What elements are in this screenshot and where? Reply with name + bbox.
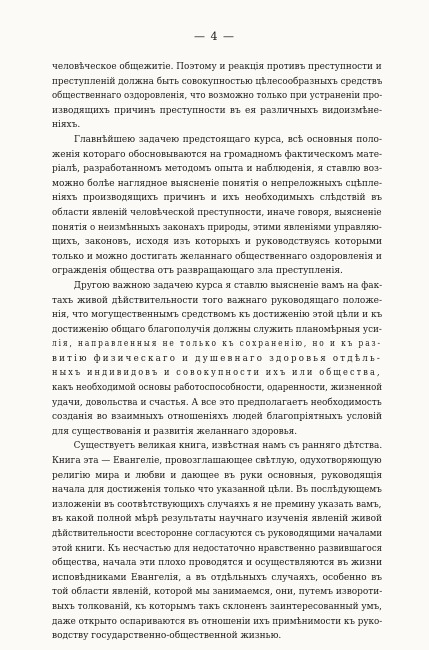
text-line: удачи, довольства и счастья. А все это предполагаетъ необходимость [52, 397, 382, 408]
text-line: религію мира и любви и дающее въ руки основныя, руководящія [52, 470, 382, 481]
text-line: даже открыто оспариваются въ отношеніи ихъ примѣнимости къ руко- [52, 616, 383, 627]
text-line: человѣческое общежитіе. Поэтому и реакція противъ преступности и [52, 62, 382, 72]
text-line: ріалѣ, разработанномъ методомъ опыта и наблюденія, я ставлю воз- [52, 164, 382, 175]
body-text [52, 60, 382, 644]
text-line: лія, направленныя не только къ сохраненію, но и къ раз- [52, 339, 382, 350]
text-line: нія, что могущественнымъ средствомъ къ достиженію этой цѣли и къ [52, 310, 383, 321]
text-line: изложеніи въ соотвѣтствующихъ случаяхъ я не премину указать вамъ, [52, 499, 382, 510]
text-line: Другою важною задачею курса я ставлю выясненіе вамъ на фак- [73, 280, 383, 291]
text-line: только и можно достигать желаннаго общественнаго оздоровленія и [52, 251, 382, 262]
text-line: начала для достиженія только что указанной цѣли. Въ послѣдующемъ [52, 485, 382, 496]
text-line: общественнаго оздоровленія, что возможно только при устраненіи про- [52, 91, 383, 102]
text-line: изводящихъ причинъ преступности въ ея различныхъ видоизмѣне- [52, 105, 382, 116]
text-line: созданія во взаимныхъ отношеніяхъ людей благопріятныхъ условій [52, 412, 382, 423]
text-line: Главнѣйшею задачею предстоящаго курса, всѣ основныя поло- [74, 134, 382, 145]
text-line: достиженію общаго благополучія должны служить планомѣрныя уси- [52, 324, 382, 335]
paragraph [52, 133, 382, 279]
paragraph [52, 60, 382, 133]
paragraph [52, 439, 382, 643]
text-line: какъ необходимой основы работоспособности, одаренности, жизненной [52, 383, 383, 394]
text-line: ніяхъ. [52, 120, 81, 131]
text-line: выхъ толкованій, къ которымъ такъ склоненъ заинтересованный умъ, [52, 601, 382, 612]
text-line: можно болѣе наглядное выясненіе понятія о непреложныхъ сцѣпле- [52, 178, 382, 189]
text-line: Существуетъ великая книга, извѣстная намъ съ ранняго дѣтства. [73, 441, 383, 452]
text-line: щихъ, законовъ, исходя изъ которыхъ и руководствуясь которыми [52, 237, 382, 248]
paragraph [52, 279, 382, 440]
text-line: тахъ живой дѣйствительности того важнаго руководящаго положе- [52, 295, 382, 306]
text-line: витію физическаго и душевнаго здоровья отдѣль- [52, 353, 383, 364]
text-line: исповѣдниками Евангелія, а въ отдѣльныхъ случаяхъ, особенно въ [52, 572, 382, 583]
text-line: для существованія и развитія желаннаго здоровья. [52, 426, 298, 437]
text-line: этой книги. Къ несчастью для недостаточно нравственно развившагося [52, 543, 383, 554]
text-line: ніяхъ производящихъ причинъ и ихъ необходимыхъ слѣдствій въ [52, 193, 382, 204]
text-line: водству государственно-общественной жизнью. [52, 631, 282, 642]
text-line: той области явленій, которой мы занимаемся, они, путемъ извороти- [52, 587, 383, 598]
text-line: женія котораго обосновываются на громадномъ фактическомъ мате- [52, 149, 383, 160]
text-line: преступленій должна быть совокупностью цѣлесообразныхъ средствъ [52, 76, 383, 87]
text-line: общества, начала эти плохо проводятся и осуществляются въ жизни [52, 558, 383, 569]
text-line: огражденія общества отъ развращающаго зла преступленія. [52, 266, 343, 277]
text-line: понятія о неизмѣнныхъ законахъ природы, этими явленіями управляю- [52, 222, 382, 233]
text-line: области явленій человѣческой преступности, иначе говоря, выясненіе [52, 207, 382, 218]
text-line: дѣйствительности всесторонне согласуются съ руководящими началами [52, 529, 383, 539]
text-line: въ какой полной мѣрѣ результаты научнаго изученія явленій живой [52, 514, 382, 525]
text-line: ныхъ индивидовъ и совокупности ихъ или общества, [52, 368, 382, 379]
page-number: — 4 — [194, 30, 235, 43]
text-line: Книга эта — Евангеліе, провозглашающее свѣтлую, одухотворяющую [52, 456, 382, 467]
